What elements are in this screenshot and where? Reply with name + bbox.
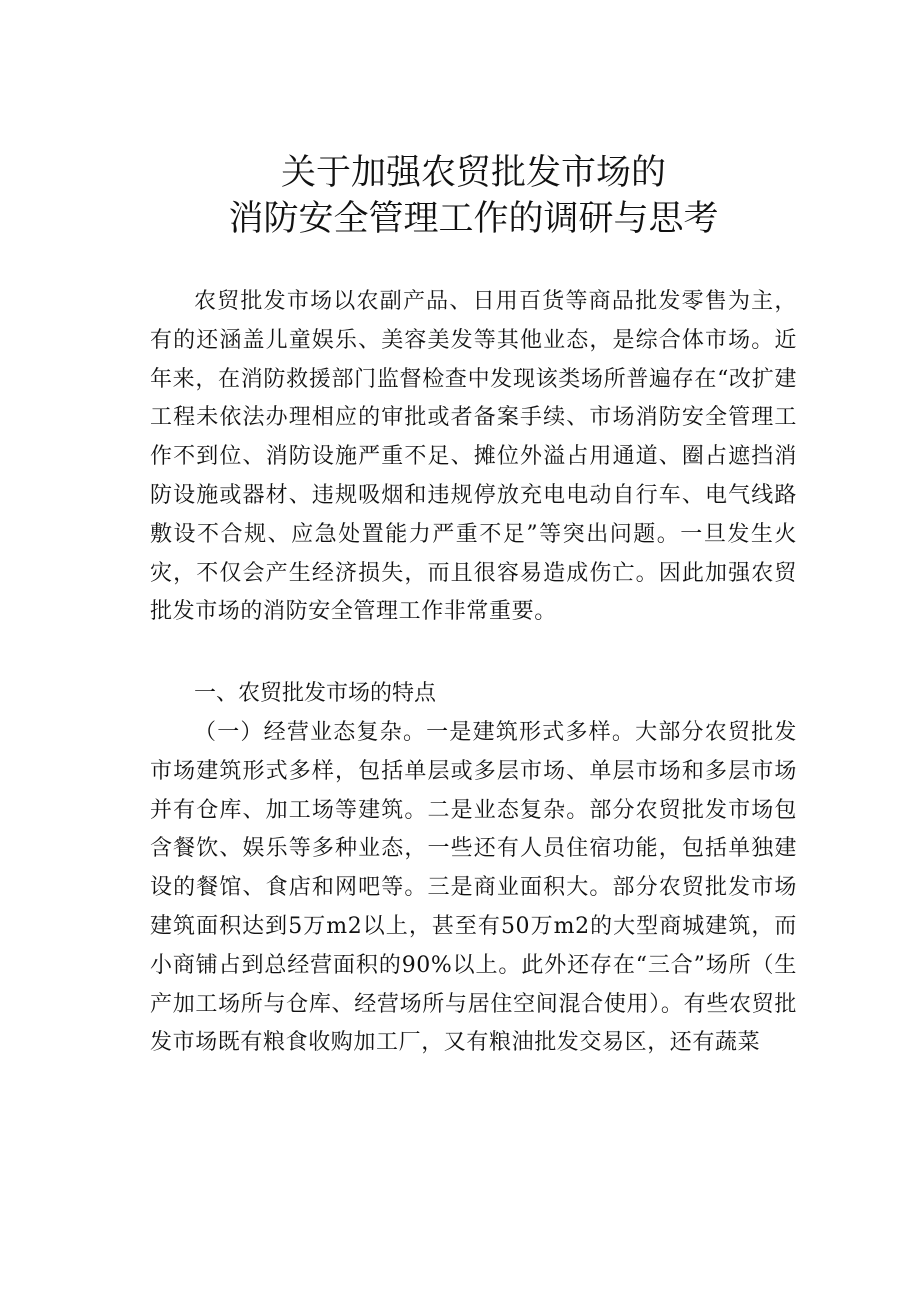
document-title-line-2: 消防安全管理工作的调研与思考 bbox=[228, 199, 719, 239]
intro-paragraph: 农贸批发市场以农副产品、日用百货等商品批发零售为主，有的还涵盖儿童娱乐、美容美发等其他业态，是综合体市场。近年来，在消防救援部门监督检查中发现该类场所普遍存在“改扩建工程未依法办理相应的审批或者备案手续、市场消防安全管理工作不到位、消防设施严重不足、摊位外溢占用通道、圈占遮挡消防设施或器材、违规吸烟和违规停放充电电动自行车、电气线路敷设不合规、应急处置能力严重不足”等突出问题。一旦发生火灾，不仅会产生经济损失，而且很容易造成伤亡。因此加强农贸批发市场的消防安全管理工作非常重要。 bbox=[150, 289, 797, 625]
section-heading: 一、农贸批发市场的特点 bbox=[194, 681, 437, 706]
section-paragraph: （一）经营业态复杂。一是建筑形式多样。大部分农贸批发市场建筑形式多样，包括单层或多层市场、单层市场和多层市场并有仓库、加工场等建筑。二是业态复杂。部分农贸批发市场包含餐饮、娱乐等多种业态，一些还有人员住宿功能，包括单独建设的餐馆、食店和网吧等。三是商业面积大。部分农贸批发市场建筑面积达到5万m2以上，甚至有50万m2的大型商城建筑，而小商铺占到总经营面积的90%以上。此外还存在“三合”场所（生产加工场所与仓库、经营场所与居住空间混合使用）。有些农贸批发市场既有粮食收购加工厂，又有粮油批发交易区，还有蔬菜 bbox=[150, 720, 797, 1056]
document-title-line-1: 关于加强农贸批发市场的 bbox=[280, 153, 666, 193]
